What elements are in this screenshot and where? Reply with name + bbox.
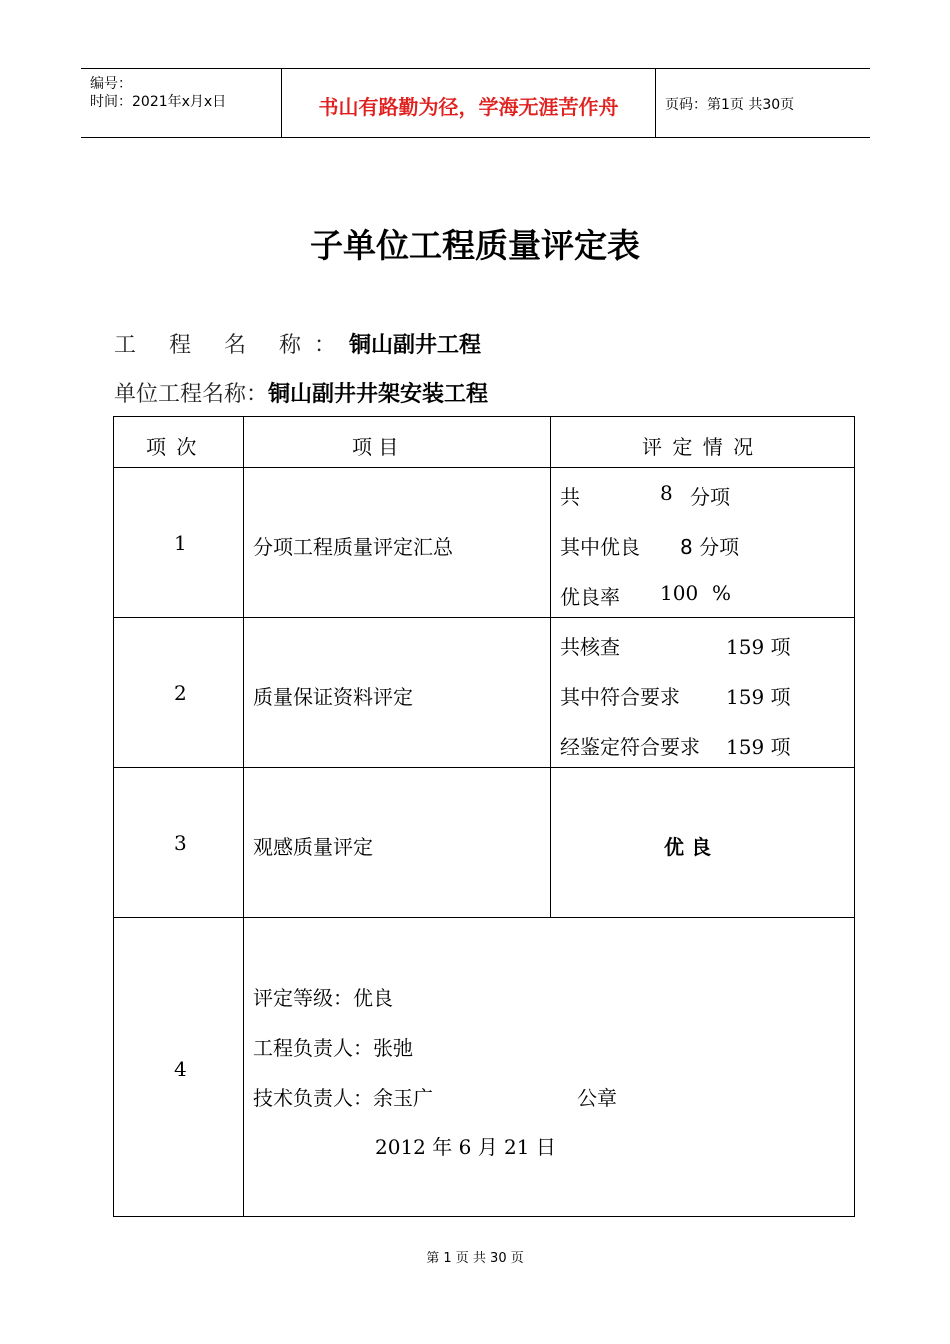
row4-no: 4 bbox=[174, 1057, 187, 1081]
row1-rate-unit: % bbox=[712, 581, 732, 605]
unit-name-row bbox=[114, 377, 488, 408]
header-item-no: 项 次 bbox=[146, 435, 199, 459]
row2-conform-label: 其中符合要求 bbox=[560, 685, 680, 709]
page-header bbox=[81, 68, 870, 138]
page-info: 页码：第1页 共30页 bbox=[665, 97, 795, 113]
row2-no: 2 bbox=[174, 681, 187, 705]
header-meta-cell bbox=[81, 69, 281, 137]
document-title: 子单位工程质量评定表 bbox=[310, 226, 640, 265]
row2-verified-value: 159 项 bbox=[726, 735, 791, 759]
row-divider-3 bbox=[114, 917, 855, 918]
row1-excellent-value: 8 分项 bbox=[680, 535, 740, 559]
unit-name-label: 单位工程名称： bbox=[114, 382, 269, 407]
project-name-value: 铜山副井工程 bbox=[348, 333, 481, 358]
col-divider-1 bbox=[243, 417, 244, 1217]
col-divider-2 bbox=[550, 417, 551, 917]
row4-manager: 工程负责人：张弛 bbox=[253, 1036, 413, 1060]
row4-grade: 评定等级：优良 bbox=[253, 986, 393, 1010]
row3-result: 优 良 bbox=[664, 835, 711, 859]
row1-no: 1 bbox=[174, 531, 187, 555]
row1-rate-value: 100 bbox=[660, 581, 699, 605]
motto-text: 书山有路勤为径，学海无涯苦作舟 bbox=[318, 95, 619, 119]
row1-item: 分项工程质量评定汇总 bbox=[253, 535, 453, 559]
row-divider-header bbox=[114, 467, 855, 468]
row2-verified-label: 经鉴定符合要求 bbox=[560, 735, 700, 759]
header-page-cell bbox=[655, 69, 870, 137]
unit-name-value: 铜山副井井架安装工程 bbox=[268, 382, 489, 407]
row2-checked-label: 共核查 bbox=[560, 635, 620, 659]
row2-item: 质量保证资料评定 bbox=[253, 685, 413, 709]
row1-total-value: 8 bbox=[660, 481, 673, 505]
project-name-label: 工 程 名 称： bbox=[114, 333, 349, 358]
row2-checked-value: 159 项 bbox=[726, 635, 791, 659]
row-divider-2 bbox=[114, 767, 855, 768]
header-evaluation: 评 定 情 况 bbox=[642, 435, 756, 459]
row-divider-1 bbox=[114, 617, 855, 618]
row3-no: 3 bbox=[174, 831, 187, 855]
row2-conform-value: 159 项 bbox=[726, 685, 791, 709]
serial-label: 编号： bbox=[90, 76, 132, 92]
row1-rate-label: 优良率 bbox=[560, 585, 620, 609]
row4-date: 2012 年 6 月 21 日 bbox=[375, 1135, 556, 1159]
time-label: 时间：2021年x月x日 bbox=[90, 94, 227, 110]
header-motto-cell bbox=[281, 69, 656, 137]
row3-item: 观感质量评定 bbox=[253, 835, 373, 859]
row1-total-label: 共 bbox=[560, 485, 580, 509]
row4-seal: 公章 bbox=[577, 1086, 617, 1110]
row4-tech: 技术负责人：余玉广 bbox=[253, 1086, 433, 1110]
row1-total-unit: 分项 bbox=[690, 485, 730, 509]
project-name-row bbox=[114, 328, 481, 359]
page-footer: 第 1 页 共 30 页 bbox=[426, 1251, 524, 1266]
row1-excellent-label: 其中优良 bbox=[560, 535, 640, 559]
evaluation-table bbox=[113, 416, 855, 1217]
header-item: 项 目 bbox=[352, 435, 399, 459]
